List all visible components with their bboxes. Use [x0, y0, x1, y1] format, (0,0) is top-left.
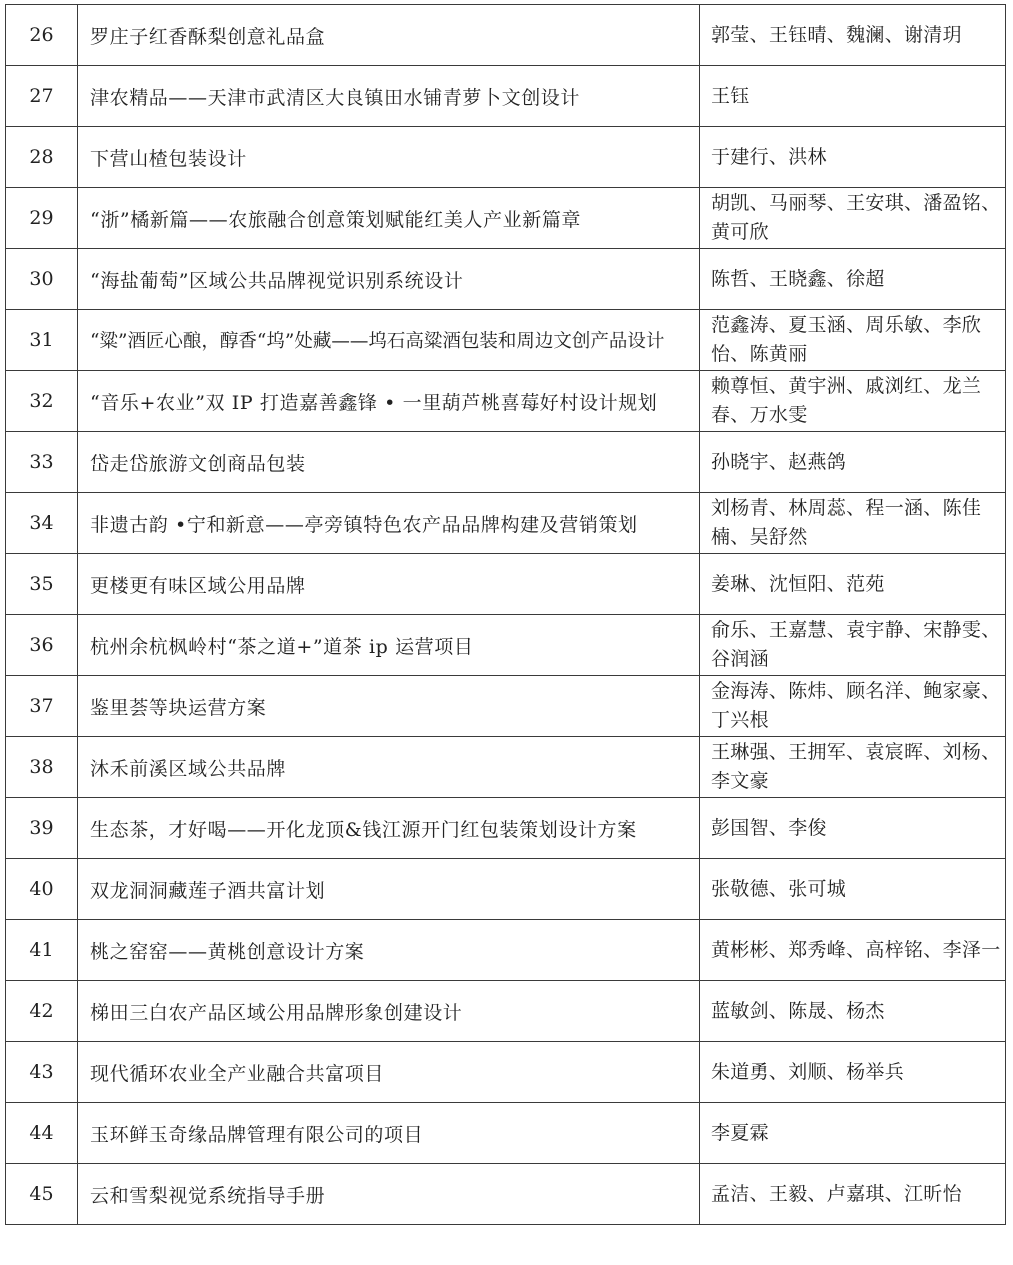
table-body: [6, 5, 1006, 1225]
project-title: 杭州余杭枫岭村“茶之道+”道茶 ip 运营项目: [78, 615, 700, 676]
table-row: [6, 127, 1006, 188]
row-number: 26: [6, 5, 78, 66]
project-title: 梯田三白农产品区域公用品牌形象创建设计: [78, 981, 700, 1042]
row-number: 37: [6, 676, 78, 737]
project-authors: 王钰: [700, 66, 1006, 127]
project-title: 更楼更有味区域公用品牌: [78, 554, 700, 615]
project-title: “海盐葡萄”区域公共品牌视觉识别系统设计: [78, 249, 700, 310]
table-row: [6, 554, 1006, 615]
project-authors: 郭莹、王钰晴、魏澜、谢清玥: [700, 5, 1006, 66]
project-authors: 胡凯、马丽琴、王安琪、潘盈铭、黄可欣: [700, 188, 1006, 249]
project-title: “浙”橘新篇——农旅融合创意策划赋能红美人产业新篇章: [78, 188, 700, 249]
row-number: 38: [6, 737, 78, 798]
project-authors: 赖尊恒、黄宇洲、戚浏红、龙兰春、万水雯: [700, 371, 1006, 432]
table-row: [6, 493, 1006, 554]
row-number: 44: [6, 1103, 78, 1164]
row-number: 35: [6, 554, 78, 615]
table-row: [6, 1103, 1006, 1164]
project-authors: 姜琳、沈恒阳、范苑: [700, 554, 1006, 615]
project-authors: 李夏霖: [700, 1103, 1006, 1164]
table-row: [6, 1164, 1006, 1225]
project-title: 双龙洞洞藏莲子酒共富计划: [78, 859, 700, 920]
project-authors: 金海涛、陈炜、顾名洋、鲍家豪、丁兴根: [700, 676, 1006, 737]
project-authors: 陈哲、王晓鑫、徐超: [700, 249, 1006, 310]
row-number: 41: [6, 920, 78, 981]
project-title: 云和雪梨视觉系统指导手册: [78, 1164, 700, 1225]
project-title: 非遗古韵 •宁和新意——亭旁镇特色农产品品牌构建及营销策划: [78, 493, 700, 554]
table-row: [6, 920, 1006, 981]
table-row: [6, 798, 1006, 859]
row-number: 31: [6, 310, 78, 371]
project-title: 津农精品——天津市武清区大良镇田水铺青萝卜文创设计: [78, 66, 700, 127]
table-row: [6, 737, 1006, 798]
project-title: 现代循环农业全产业融合共富项目: [78, 1042, 700, 1103]
table-row: [6, 859, 1006, 920]
project-title: 沐禾前溪区域公共品牌: [78, 737, 700, 798]
row-number: 30: [6, 249, 78, 310]
table-row: [6, 188, 1006, 249]
row-number: 40: [6, 859, 78, 920]
row-number: 36: [6, 615, 78, 676]
table-row: [6, 249, 1006, 310]
table-row: [6, 5, 1006, 66]
project-table: [5, 4, 1006, 1225]
project-title: 鉴里荟等块运营方案: [78, 676, 700, 737]
project-authors: 张敬德、张可城: [700, 859, 1006, 920]
table-row: [6, 310, 1006, 371]
table-row: [6, 66, 1006, 127]
table-row: [6, 1042, 1006, 1103]
table-row: [6, 676, 1006, 737]
project-title: “粱”酒匠心酿，醇香“坞”处藏——坞石高粱酒包装和周边文创产品设计: [78, 310, 700, 371]
row-number: 43: [6, 1042, 78, 1103]
project-authors: 王琳强、王拥军、袁宸晖、刘杨、李文豪: [700, 737, 1006, 798]
project-authors: 蓝敏剑、陈晟、杨杰: [700, 981, 1006, 1042]
row-number: 34: [6, 493, 78, 554]
table-row: [6, 615, 1006, 676]
project-authors: 于建行、洪林: [700, 127, 1006, 188]
project-authors: 刘杨青、林周蕊、程一涵、陈佳楠、吴舒然: [700, 493, 1006, 554]
project-title: 岱走岱旅游文创商品包装: [78, 432, 700, 493]
row-number: 29: [6, 188, 78, 249]
project-title: 罗庄子红香酥梨创意礼品盒: [78, 5, 700, 66]
table-row: [6, 432, 1006, 493]
project-title: 玉环鲜玉奇缘品牌管理有限公司的项目: [78, 1103, 700, 1164]
table-row: [6, 981, 1006, 1042]
row-number: 32: [6, 371, 78, 432]
row-number: 42: [6, 981, 78, 1042]
project-authors: 黄彬彬、郑秀峰、高梓铭、李泽一: [700, 920, 1006, 981]
row-number: 28: [6, 127, 78, 188]
row-number: 33: [6, 432, 78, 493]
row-number: 27: [6, 66, 78, 127]
project-title: 下营山楂包装设计: [78, 127, 700, 188]
table-row: [6, 371, 1006, 432]
project-authors: 孟洁、王毅、卢嘉琪、江昕怡: [700, 1164, 1006, 1225]
project-title: 生态茶，才好喝——开化龙顶&钱江源开门红包装策划设计方案: [78, 798, 700, 859]
project-authors: 俞乐、王嘉慧、袁宇静、宋静雯、谷润涵: [700, 615, 1006, 676]
row-number: 45: [6, 1164, 78, 1225]
project-authors: 范鑫涛、夏玉涵、周乐敏、李欣怡、陈黄丽: [700, 310, 1006, 371]
project-authors: 孙晓宇、赵燕鸽: [700, 432, 1006, 493]
project-title: “音乐+农业”双 IP 打造嘉善鑫锋 • 一里葫芦桃喜莓好村设计规划: [78, 371, 700, 432]
project-authors: 朱道勇、刘顺、杨举兵: [700, 1042, 1006, 1103]
row-number: 39: [6, 798, 78, 859]
project-authors: 彭国智、李俊: [700, 798, 1006, 859]
project-title: 桃之窑窑——黄桃创意设计方案: [78, 920, 700, 981]
